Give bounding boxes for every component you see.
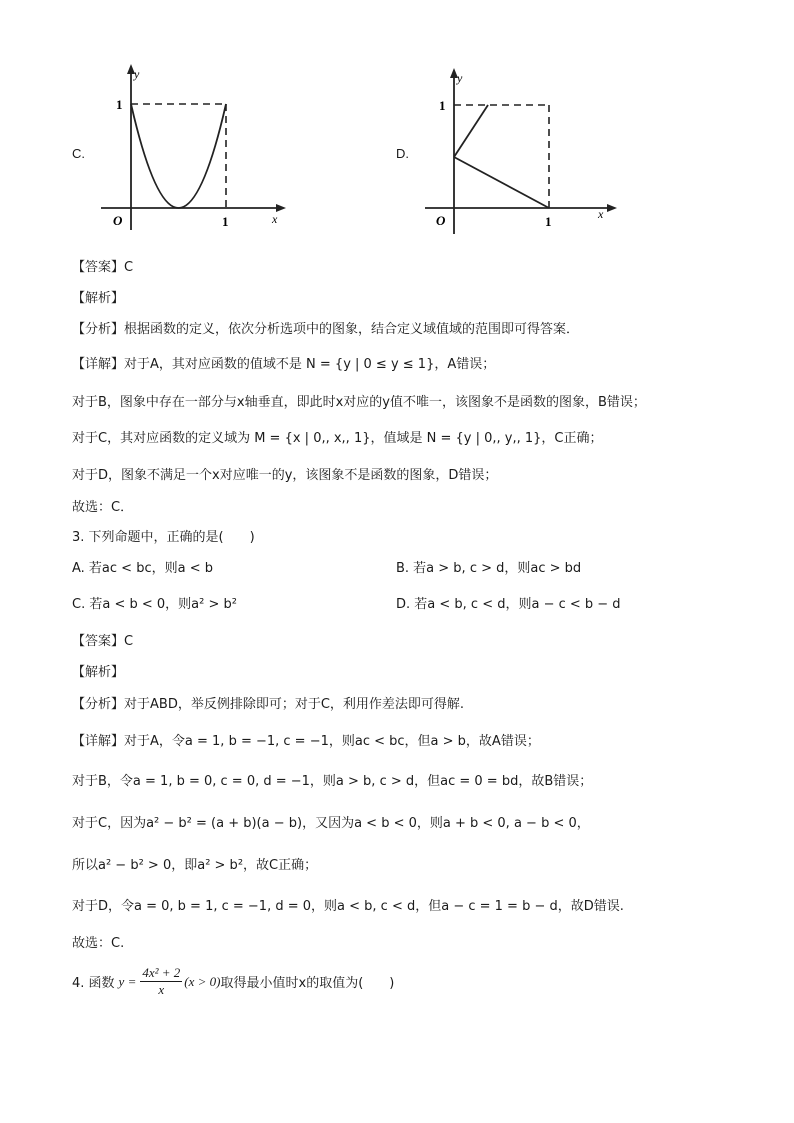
graph-c-x-tick-label: 1 — [222, 214, 229, 229]
graph-c-y-label: y — [134, 67, 140, 81]
graph-d-x-arrow — [607, 204, 617, 212]
q3-line-5: 对于D，令a = 0, b = 1, c = −1, d = 0，则a < b, c < d，但a − c = 1 = b − d，故D错误. — [72, 899, 624, 914]
q3-option-a: A. 若ac < bc，则a < b — [72, 561, 213, 576]
q2-line-2: 对于B，图象中存在一部分与x轴垂直，即此时x对应的y值不唯一，该图象不是函数的图象，B错误； — [72, 395, 646, 410]
q3-fenxi-tag: 【分析】 — [72, 697, 125, 712]
q4-stem-suffix: 取得最小值时x的取值为( ) — [220, 976, 395, 991]
q2-fenxi — [72, 318, 579, 337]
graph-d — [420, 58, 620, 238]
q2-answer-value: C — [124, 260, 134, 275]
q3-option-d: D. 若a < b, c < d，则a − c < b − d — [396, 597, 621, 612]
q3-analysis-tag: 【解析】 — [72, 665, 125, 680]
q3-fenxi-text: 对于ABD，举反例排除即可；对于C，利用作差法即可得解. — [124, 697, 465, 712]
q3-xiangjie-tag: 【详解】 — [72, 734, 125, 749]
q2-line-text: 对于A，其对应函数的值域不是 N = {y | 0 ≤ y ≤ 1}，A错误； — [124, 357, 496, 372]
q4-lhs: y = — [118, 973, 137, 989]
graph-d-x-tick-label: 1 — [545, 214, 552, 229]
q4-condition: (x > 0) — [184, 973, 221, 989]
q4-numerator: 4x² + 2 — [142, 965, 181, 980]
option-d-label: D. — [396, 146, 409, 161]
graph-c — [96, 58, 296, 238]
q3-xiangjie-line-1 — [72, 730, 540, 749]
graph-c-origin-label: O — [113, 213, 123, 228]
q3-line-text: 对于A，令a = 1, b = −1, c = −1，则ac < bc，但a > b，故A错误； — [124, 734, 540, 749]
q3-stem: 3. 下列命题中，正确的是( ) — [72, 530, 255, 545]
q3-line-2: 对于B，令a = 1, b = 0, c = 0, d = −1，则a > b, c > d，但ac = 0 = bd，故B错误； — [72, 774, 593, 789]
q2-answer — [72, 256, 133, 275]
q4-fraction — [140, 965, 182, 998]
q4-stem — [72, 965, 394, 998]
q2-xiangjie-line-1 — [72, 353, 495, 372]
q3-line-6: 故选：C. — [72, 936, 125, 951]
graph-d-x-label: x — [598, 207, 604, 221]
graph-d-origin-label: O — [436, 213, 446, 228]
q2-answer-tag: 【答案】 — [72, 260, 125, 275]
q3-answer — [72, 630, 133, 649]
graph-d-y-label: y — [457, 71, 463, 85]
option-c-label: C. — [72, 146, 85, 161]
q3-option-b: B. 若a > b, c > d，则ac > bd — [396, 561, 582, 576]
graph-d-segment-down — [454, 157, 549, 208]
q4-stem-prefix: 4. 函数 — [72, 976, 115, 991]
q3-line-4: 所以a² − b² > 0，即a² > b²，故C正确； — [72, 858, 318, 873]
graph-d-y-tick-label: 1 — [439, 98, 446, 113]
q2-line-5: 故选：C． — [72, 500, 134, 515]
q4-denominator: x — [158, 982, 165, 997]
q3-option-c: C. 若a < b < 0，则a² > b² — [72, 597, 237, 612]
q3-answer-tag: 【答案】 — [72, 634, 125, 649]
q2-xiangjie-tag: 【详解】 — [72, 357, 125, 372]
graph-d-segment-up — [454, 105, 488, 157]
graph-c-y-tick-label: 1 — [116, 97, 123, 112]
q3-fenxi — [72, 693, 464, 712]
graph-c-x-arrow — [276, 204, 286, 212]
q3-answer-value: C — [124, 634, 134, 649]
q2-analysis-tag: 【解析】 — [72, 291, 125, 306]
q2-line-3: 对于C，其对应函数的定义域为 M = {x | 0,, x,, 1}，值域是 N = {y | 0,, y,, 1}，C正确； — [72, 431, 603, 446]
q2-line-4: 对于D，图象不满足一个x对应唯一的y，该图象不是函数的图象，D错误； — [72, 468, 498, 483]
graph-c-x-label: x — [272, 212, 278, 226]
q2-fenxi-text: 根据函数的定义，依次分析选项中的图象，结合定义域值域的范围即可得答案． — [124, 322, 580, 337]
q2-fenxi-tag: 【分析】 — [72, 322, 125, 337]
graph-c-parabola — [131, 104, 226, 208]
q3-line-3: 对于C，因为a² − b² = (a + b)(a − b)，又因为a < b < 0，则a + b < 0, a − b < 0， — [72, 816, 590, 831]
